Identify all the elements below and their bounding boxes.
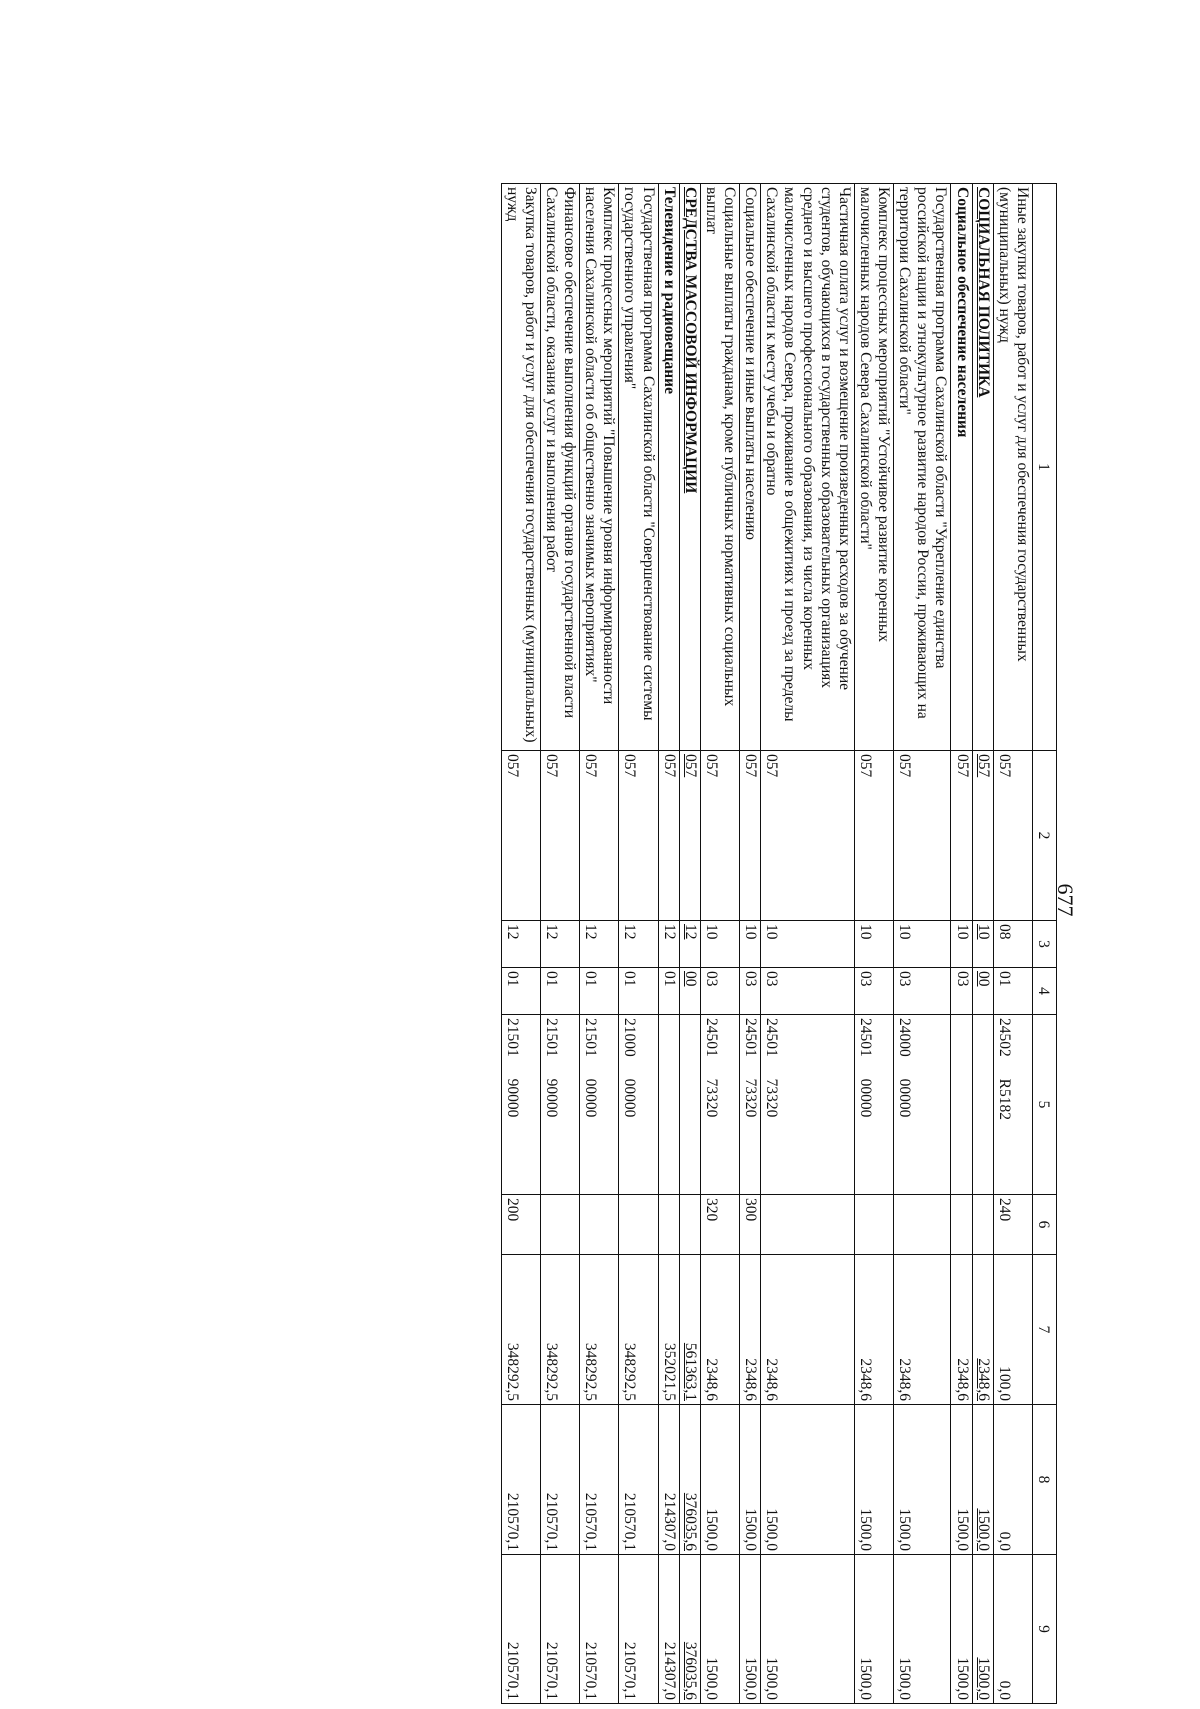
table-row — [580, 184, 619, 1704]
row-name: Частичная оплата услуг и возмещение произведенных расходов за обучение студентов, обучающихся в государственных образовательных организациях среднего и высшего профессионального образования, из числа коренных малочисленных народов Севера, проживание в общежитиях и проезд за пределы Сахалинской области к месту учебы и обратно — [761, 184, 855, 751]
row-name: СРЕДСТВА МАССОВОЙ ИНФОРМАЦИИ — [679, 184, 700, 751]
target-article-code — [658, 1015, 679, 1195]
column-header: 3 — [1033, 921, 1057, 968]
table-row — [501, 184, 540, 1704]
row-name: Комплекс процессных мероприятий "Повышение уровня информированности населения Сахалинской области об общественно значимых мероприятиях" — [580, 184, 619, 751]
section-code: 10 — [951, 921, 972, 968]
section-code: 10 — [972, 921, 993, 968]
target-article-code: 24000 00000 — [894, 1015, 951, 1195]
row-name: Закупка товаров, работ и услуг для обеспечения государственных (муниципальных) нужд — [501, 184, 540, 751]
table-row — [894, 184, 951, 1704]
table-row — [761, 184, 855, 1704]
ministry-code: 057 — [854, 751, 893, 921]
section-code: 12 — [658, 921, 679, 968]
section-code: 08 — [993, 921, 1032, 968]
expense-type-code — [658, 1195, 679, 1255]
section-code: 12 — [679, 921, 700, 968]
ministry-code: 057 — [700, 751, 739, 921]
section-code: 10 — [740, 921, 761, 968]
table-row — [540, 184, 579, 1704]
column-header: 7 — [1033, 1255, 1057, 1405]
amount-year-1: 2348,6 — [951, 1255, 972, 1405]
budget-table-sheet — [186, 183, 1057, 1703]
target-article-code: 21501 90000 — [501, 1015, 540, 1195]
table-row — [740, 184, 761, 1704]
amount-year-2: 1500,0 — [894, 1405, 951, 1555]
column-header: 1 — [1033, 184, 1057, 751]
expense-type-code — [951, 1195, 972, 1255]
table-row — [951, 184, 972, 1704]
column-header: 2 — [1033, 751, 1057, 921]
row-name: Государственная программа Сахалинской области "Совершенствование системы государственного управления" — [619, 184, 658, 751]
amount-year-1: 2348,6 — [700, 1255, 739, 1405]
subsection-code: 00 — [679, 968, 700, 1015]
row-name: Иные закупки товаров, работ и услуг для обеспечения государственных (муниципальных) нужд — [993, 184, 1032, 751]
amount-year-1: 348292,5 — [540, 1255, 579, 1405]
subsection-code: 00 — [972, 968, 993, 1015]
section-code: 10 — [894, 921, 951, 968]
table-row — [658, 184, 679, 1704]
expense-type-code — [761, 1195, 855, 1255]
amount-year-1: 348292,5 — [580, 1255, 619, 1405]
budget-table — [501, 183, 1057, 1704]
subsection-code: 01 — [540, 968, 579, 1015]
amount-year-3: 1500,0 — [700, 1555, 739, 1704]
expense-type-code — [619, 1195, 658, 1255]
ministry-code: 057 — [619, 751, 658, 921]
target-article-code: 24501 73320 — [740, 1015, 761, 1195]
subsection-code: 03 — [761, 968, 855, 1015]
amount-year-3: 0,0 — [993, 1555, 1032, 1704]
amount-year-3: 214307,0 — [658, 1555, 679, 1704]
amount-year-2: 1500,0 — [700, 1405, 739, 1555]
amount-year-3: 210570,1 — [619, 1555, 658, 1704]
subsection-code: 03 — [951, 968, 972, 1015]
ministry-code: 057 — [761, 751, 855, 921]
column-header: 5 — [1033, 1015, 1057, 1195]
amount-year-2: 210570,1 — [540, 1405, 579, 1555]
amount-year-1: 561363,1 — [679, 1255, 700, 1405]
target-article-code: 24501 73320 — [761, 1015, 855, 1195]
subsection-code: 03 — [740, 968, 761, 1015]
ministry-code: 057 — [679, 751, 700, 921]
table-row — [854, 184, 893, 1704]
amount-year-1: 2348,6 — [740, 1255, 761, 1405]
amount-year-2: 210570,1 — [619, 1405, 658, 1555]
amount-year-2: 1500,0 — [740, 1405, 761, 1555]
subsection-code: 03 — [700, 968, 739, 1015]
amount-year-1: 352021,5 — [658, 1255, 679, 1405]
amount-year-2: 210570,1 — [501, 1405, 540, 1555]
amount-year-1: 348292,5 — [501, 1255, 540, 1405]
expense-type-code — [972, 1195, 993, 1255]
ministry-code: 057 — [580, 751, 619, 921]
amount-year-2: 376035,6 — [679, 1405, 700, 1555]
subsection-code: 01 — [619, 968, 658, 1015]
ministry-code: 057 — [540, 751, 579, 921]
amount-year-3: 210570,1 — [580, 1555, 619, 1704]
section-code: 10 — [854, 921, 893, 968]
amount-year-2: 214307,0 — [658, 1405, 679, 1555]
expense-type-code: 320 — [700, 1195, 739, 1255]
row-name: Социальное обеспечение и иные выплаты населению — [740, 184, 761, 751]
amount-year-1: 2348,6 — [972, 1255, 993, 1405]
row-name: Социальные выплаты гражданам, кроме публичных нормативных социальных выплат — [700, 184, 739, 751]
subsection-code: 01 — [580, 968, 619, 1015]
table-body — [501, 184, 1032, 1704]
expense-type-code — [679, 1195, 700, 1255]
subsection-code: 01 — [993, 968, 1032, 1015]
ministry-code: 057 — [894, 751, 951, 921]
ministry-code: 057 — [972, 751, 993, 921]
amount-year-3: 210570,1 — [540, 1555, 579, 1704]
expense-type-code: 240 — [993, 1195, 1032, 1255]
amount-year-1: 2348,6 — [894, 1255, 951, 1405]
expense-type-code — [894, 1195, 951, 1255]
table-row — [700, 184, 739, 1704]
ministry-code: 057 — [740, 751, 761, 921]
section-code: 10 — [761, 921, 855, 968]
amount-year-3: 376035,6 — [679, 1555, 700, 1704]
row-name: Финансовое обеспечение выполнения функций органов государственной власти Сахалинской области, оказания услуг и выполнения работ — [540, 184, 579, 751]
amount-year-2: 1500,0 — [972, 1405, 993, 1555]
ministry-code: 057 — [658, 751, 679, 921]
amount-year-2: 210570,1 — [580, 1405, 619, 1555]
amount-year-3: 1500,0 — [761, 1555, 855, 1704]
amount-year-1: 2348,6 — [761, 1255, 855, 1405]
amount-year-1: 2348,6 — [854, 1255, 893, 1405]
column-header: 4 — [1033, 968, 1057, 1015]
row-name: Социальное обеспечение населения — [951, 184, 972, 751]
amount-year-3: 1500,0 — [951, 1555, 972, 1704]
section-code: 12 — [501, 921, 540, 968]
amount-year-3: 1500,0 — [854, 1555, 893, 1704]
amount-year-3: 1500,0 — [894, 1555, 951, 1704]
section-code: 12 — [619, 921, 658, 968]
ministry-code: 057 — [951, 751, 972, 921]
amount-year-2: 1500,0 — [951, 1405, 972, 1555]
amount-year-1: 348292,5 — [619, 1255, 658, 1405]
column-number-row — [1033, 184, 1057, 1704]
column-header: 9 — [1033, 1555, 1057, 1704]
amount-year-1: 100,0 — [993, 1255, 1032, 1405]
expense-type-code — [854, 1195, 893, 1255]
table-row — [993, 184, 1032, 1704]
amount-year-3: 1500,0 — [972, 1555, 993, 1704]
target-article-code — [972, 1015, 993, 1195]
subsection-code: 03 — [894, 968, 951, 1015]
section-code: 12 — [580, 921, 619, 968]
amount-year-2: 1500,0 — [761, 1405, 855, 1555]
column-header: 6 — [1033, 1195, 1057, 1255]
table-row — [972, 184, 993, 1704]
subsection-code: 03 — [854, 968, 893, 1015]
expense-type-code: 300 — [740, 1195, 761, 1255]
row-name: Государственная программа Сахалинской области "Укрепление единства российской нации и этнокультурное развитие народов России, проживающих на территории Сахалинской области" — [894, 184, 951, 751]
target-article-code: 24501 73320 — [700, 1015, 739, 1195]
subsection-code: 01 — [658, 968, 679, 1015]
subsection-code: 01 — [501, 968, 540, 1015]
row-name: СОЦИАЛЬНАЯ ПОЛИТИКА — [972, 184, 993, 751]
target-article-code — [679, 1015, 700, 1195]
target-article-code — [951, 1015, 972, 1195]
ministry-code: 057 — [993, 751, 1032, 921]
table-row — [619, 184, 658, 1704]
ministry-code: 057 — [501, 751, 540, 921]
expense-type-code — [580, 1195, 619, 1255]
target-article-code: 21501 90000 — [540, 1015, 579, 1195]
row-name: Комплекс процессных мероприятий "Устойчивое развитие коренных малочисленных народов Севера Сахалинской области" — [854, 184, 893, 751]
table-row — [679, 184, 700, 1704]
target-article-code: 24501 00000 — [854, 1015, 893, 1195]
section-code: 10 — [700, 921, 739, 968]
row-name: Телевидение и радиовещание — [658, 184, 679, 751]
amount-year-2: 1500,0 — [854, 1405, 893, 1555]
section-code: 12 — [540, 921, 579, 968]
amount-year-3: 1500,0 — [740, 1555, 761, 1704]
column-header: 8 — [1033, 1405, 1057, 1555]
expense-type-code: 200 — [501, 1195, 540, 1255]
target-article-code: 24502 R5182 — [993, 1015, 1032, 1195]
expense-type-code — [540, 1195, 579, 1255]
target-article-code: 21501 00000 — [580, 1015, 619, 1195]
page-number: 677 — [1053, 883, 1078, 917]
amount-year-3: 210570,1 — [501, 1555, 540, 1704]
target-article-code: 21000 00000 — [619, 1015, 658, 1195]
amount-year-2: 0,0 — [993, 1405, 1032, 1555]
